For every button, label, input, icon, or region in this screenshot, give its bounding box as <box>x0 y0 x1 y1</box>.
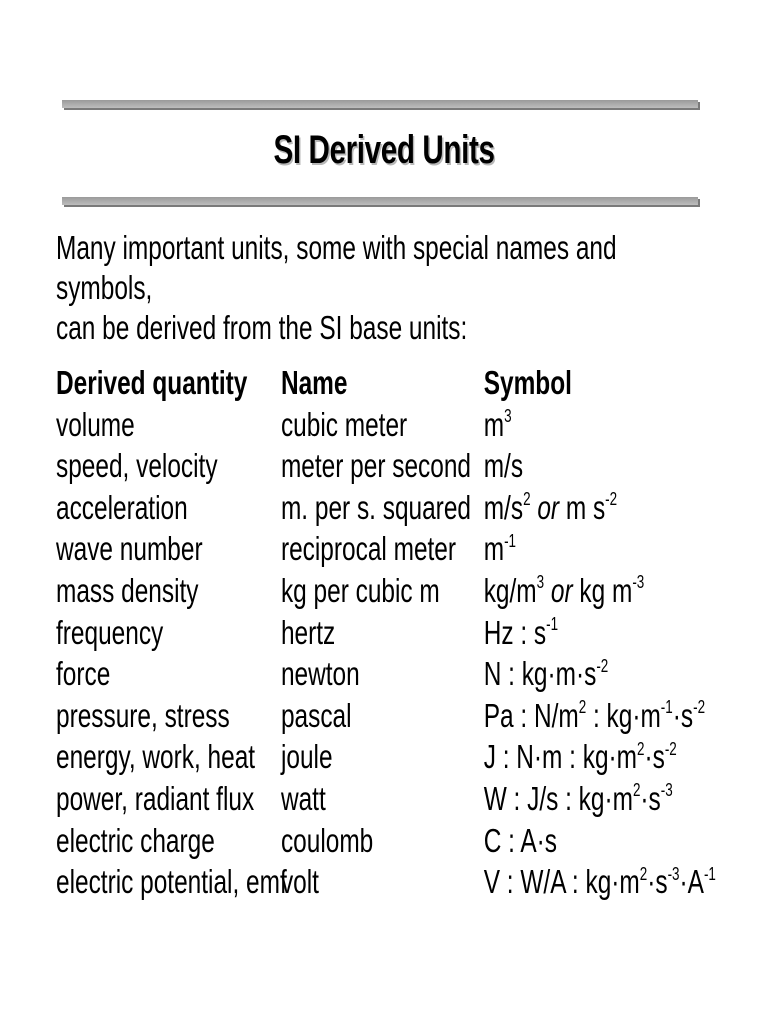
table-row <box>56 820 737 862</box>
table-row <box>56 778 737 820</box>
quantity-cell: speed, velocity <box>56 447 218 485</box>
name-cell: watt <box>280 779 326 817</box>
table-row <box>56 861 737 903</box>
symbol-cell: m/s <box>483 447 524 485</box>
quantity-cell: energy, work, heat <box>56 738 256 776</box>
table-row <box>56 570 737 612</box>
quantity-cell: acceleration <box>56 488 188 526</box>
table-row <box>56 695 737 737</box>
symbol-cell: $kg/m^3$ or kg $m^{-3}$ <box>483 571 645 609</box>
name-cell: meter per second <box>280 447 472 485</box>
name-cell: kg per cubic m <box>280 571 440 609</box>
symbol-cell: $m/s^2$ or m $s^{-2}$ <box>483 488 618 526</box>
symbol-cell: N : $kg\cdot m\cdot s^{-2}$ <box>483 655 609 693</box>
quantity-cell: power, radiant flux <box>56 779 255 817</box>
symbol-cell: $m^{-1}$ <box>483 530 517 568</box>
name-cell: joule <box>280 738 333 776</box>
quantity-cell: mass density <box>56 571 199 609</box>
derived-units-table <box>56 362 737 903</box>
page-title: SI Derived Units <box>273 128 495 172</box>
bottom-divider <box>62 197 698 205</box>
quantity-cell: wave number <box>56 530 203 568</box>
table-header-row <box>56 362 737 404</box>
intro-line-1: Many important units, some with special names and symbols, <box>56 229 617 306</box>
symbol-cell: $m^3$ <box>483 405 512 443</box>
quantity-cell: force <box>56 655 111 693</box>
name-cell: m. per s. squared <box>280 488 471 526</box>
symbol-cell: C : A·s <box>483 821 558 859</box>
table-row <box>56 487 737 529</box>
header-quantity: Derived quantity <box>56 364 248 401</box>
name-cell: reciprocal meter <box>280 530 457 568</box>
intro-line-2: can be derived from the SI base units: <box>56 309 468 346</box>
name-cell: coulomb <box>280 821 374 859</box>
name-cell: cubic meter <box>280 405 408 443</box>
name-cell: pascal <box>280 696 352 734</box>
quantity-cell: pressure, stress <box>56 696 230 734</box>
symbol-cell: V : W/A : $kg\cdot m^2\cdot s^{-3}\cdot A^{-1}$ <box>483 863 716 901</box>
name-cell: newton <box>280 655 360 693</box>
table-row <box>56 445 737 487</box>
name-cell: hertz <box>280 613 336 651</box>
table-row <box>56 528 737 570</box>
symbol-cell: J : N·m : $kg\cdot m^2\cdot s^{-2}$ <box>483 738 677 776</box>
symbol-cell: Hz : $s^{-1}$ <box>483 613 559 651</box>
quantity-cell: electric potential, emf <box>56 863 287 901</box>
table-row <box>56 653 737 695</box>
quantity-cell: volume <box>56 405 135 443</box>
table-row <box>56 404 737 446</box>
quantity-cell: electric charge <box>56 821 215 859</box>
name-cell: volt <box>280 863 319 901</box>
quantity-cell: frequency <box>56 613 164 651</box>
symbol-cell: W : J/s : $kg\cdot m^2\cdot s^{-3}$ <box>483 779 673 817</box>
symbol-cell: Pa : $N/m^2$ : $kg\cdot m^{-1}\cdot s^{-2}$ <box>483 696 706 734</box>
header-name: Name <box>280 364 348 401</box>
table-row <box>56 612 737 654</box>
intro-paragraph <box>56 228 707 348</box>
top-divider <box>62 100 698 108</box>
table-row <box>56 736 737 778</box>
header-symbol: Symbol <box>483 364 572 401</box>
